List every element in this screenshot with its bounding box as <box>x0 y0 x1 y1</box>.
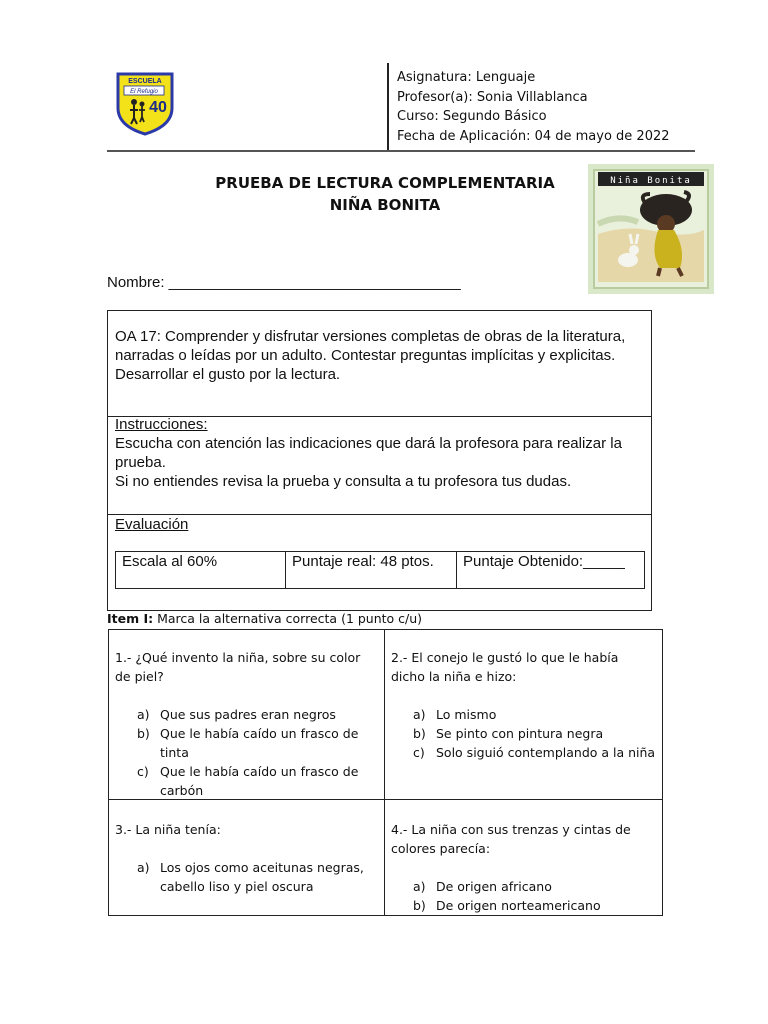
subject-label: Asignatura: Lenguaje <box>397 70 536 85</box>
option-text: De origen africano <box>436 879 552 894</box>
real-score-cell: Puntaje real: 48 ptos. <box>286 552 457 588</box>
logo-name-text: El Refugio <box>130 89 158 95</box>
question-4-option-b[interactable] <box>413 896 658 915</box>
option-letter: c) <box>413 745 425 760</box>
question-1-option-b[interactable] <box>137 724 367 762</box>
evaluation-heading: Evaluación <box>115 516 189 533</box>
header-info <box>397 68 670 146</box>
header-rule <box>107 150 695 152</box>
student-name-field[interactable]: Nombre: ___________________________________ <box>107 274 461 291</box>
logo-school-text: ESCUELA <box>128 78 162 85</box>
option-text: Que le había caído un frasco de tinta <box>160 726 359 760</box>
item-prefix: Item I: <box>107 611 154 626</box>
option-letter: a) <box>413 707 426 722</box>
question-2-option-c[interactable] <box>413 743 658 762</box>
option-letter: b) <box>137 726 150 741</box>
page-title <box>175 172 595 216</box>
question-1-stem: 1.- ¿Qué invento la niña, sobre su color de piel? <box>115 650 361 684</box>
option-text: Solo siguió contemplando a la niña <box>436 745 656 760</box>
option-text: De origen norteamericano <box>436 898 601 913</box>
question-2-option-a[interactable] <box>413 705 658 724</box>
option-text: Que le había caído un frasco de carbón <box>160 764 359 798</box>
instructions-line-1: Escucha con atención las indicaciones que dará la profesora para realizar la prueba. <box>115 435 622 471</box>
option-text: Se pinto con pintura negra <box>436 726 604 741</box>
option-letter: b) <box>413 898 426 913</box>
questions-vertical-divider <box>384 629 385 915</box>
question-2-stem: 2.- El conejo le gustó lo que le había dicho la niña e hizo: <box>391 650 619 684</box>
school-logo <box>112 68 178 136</box>
option-letter: b) <box>413 726 426 741</box>
question-4-stem: 4.- La niña con sus trenzas y cintas de colores parecía: <box>391 822 631 856</box>
objective-code: OA 17: <box>115 328 161 345</box>
title-line-1: PRUEBA DE LECTURA COMPLEMENTARIA <box>215 174 555 192</box>
question-1-option-c[interactable] <box>137 762 367 800</box>
option-letter: c) <box>137 764 149 779</box>
scale-cell: Escala al 60% <box>116 552 286 588</box>
instructions-heading: Instrucciones: <box>115 416 208 433</box>
instructions-section <box>115 415 645 491</box>
cover-title-text: Niña Bonita <box>610 176 692 186</box>
option-text: Los ojos como aceitunas negras, cabello liso y piel oscura <box>160 860 364 894</box>
title-line-2: NIÑA BONITA <box>329 196 441 214</box>
teacher-label: Profesor(a): Sonia Villablanca <box>397 89 588 105</box>
logo-number-text: 40 <box>149 99 167 116</box>
item-instruction: Marca la alternativa correcta (1 punto c/u) <box>153 611 423 626</box>
header-vertical-divider <box>387 63 389 151</box>
question-3-stem: 3.- La niña tenía: <box>115 822 221 837</box>
learning-objective <box>115 327 645 384</box>
date-label: Fecha de Aplicación: 04 de mayo de 2022 <box>397 128 670 144</box>
instructions-line-2: Si no entiendes revisa la prueba y consulta a tu profesora tus dudas. <box>115 473 572 490</box>
question-4-option-a[interactable] <box>413 877 658 896</box>
evaluation-table <box>115 551 645 589</box>
box-divider-2 <box>107 514 651 515</box>
book-cover-image <box>588 164 714 294</box>
option-letter: a) <box>413 879 426 894</box>
question-3-option-a[interactable] <box>137 858 367 896</box>
course-label: Curso: Segundo Básico <box>397 109 547 124</box>
question-1-option-a[interactable] <box>137 705 367 724</box>
question-2-option-b[interactable] <box>413 724 658 743</box>
item-title <box>107 611 422 626</box>
option-letter: a) <box>137 860 150 875</box>
obtained-score-cell: Puntaje Obtenido:_____ <box>463 553 625 570</box>
option-letter: a) <box>137 707 150 722</box>
option-text: Lo mismo <box>436 707 497 722</box>
objective-text: Comprender y disfrutar versiones completas de obras de la literatura, narradas o leídas por un adulto. Contestar preguntas implícitas y explicitas. Desarrollar el gusto por la lectura. <box>115 328 626 383</box>
option-text: Que sus padres eran negros <box>160 707 336 722</box>
